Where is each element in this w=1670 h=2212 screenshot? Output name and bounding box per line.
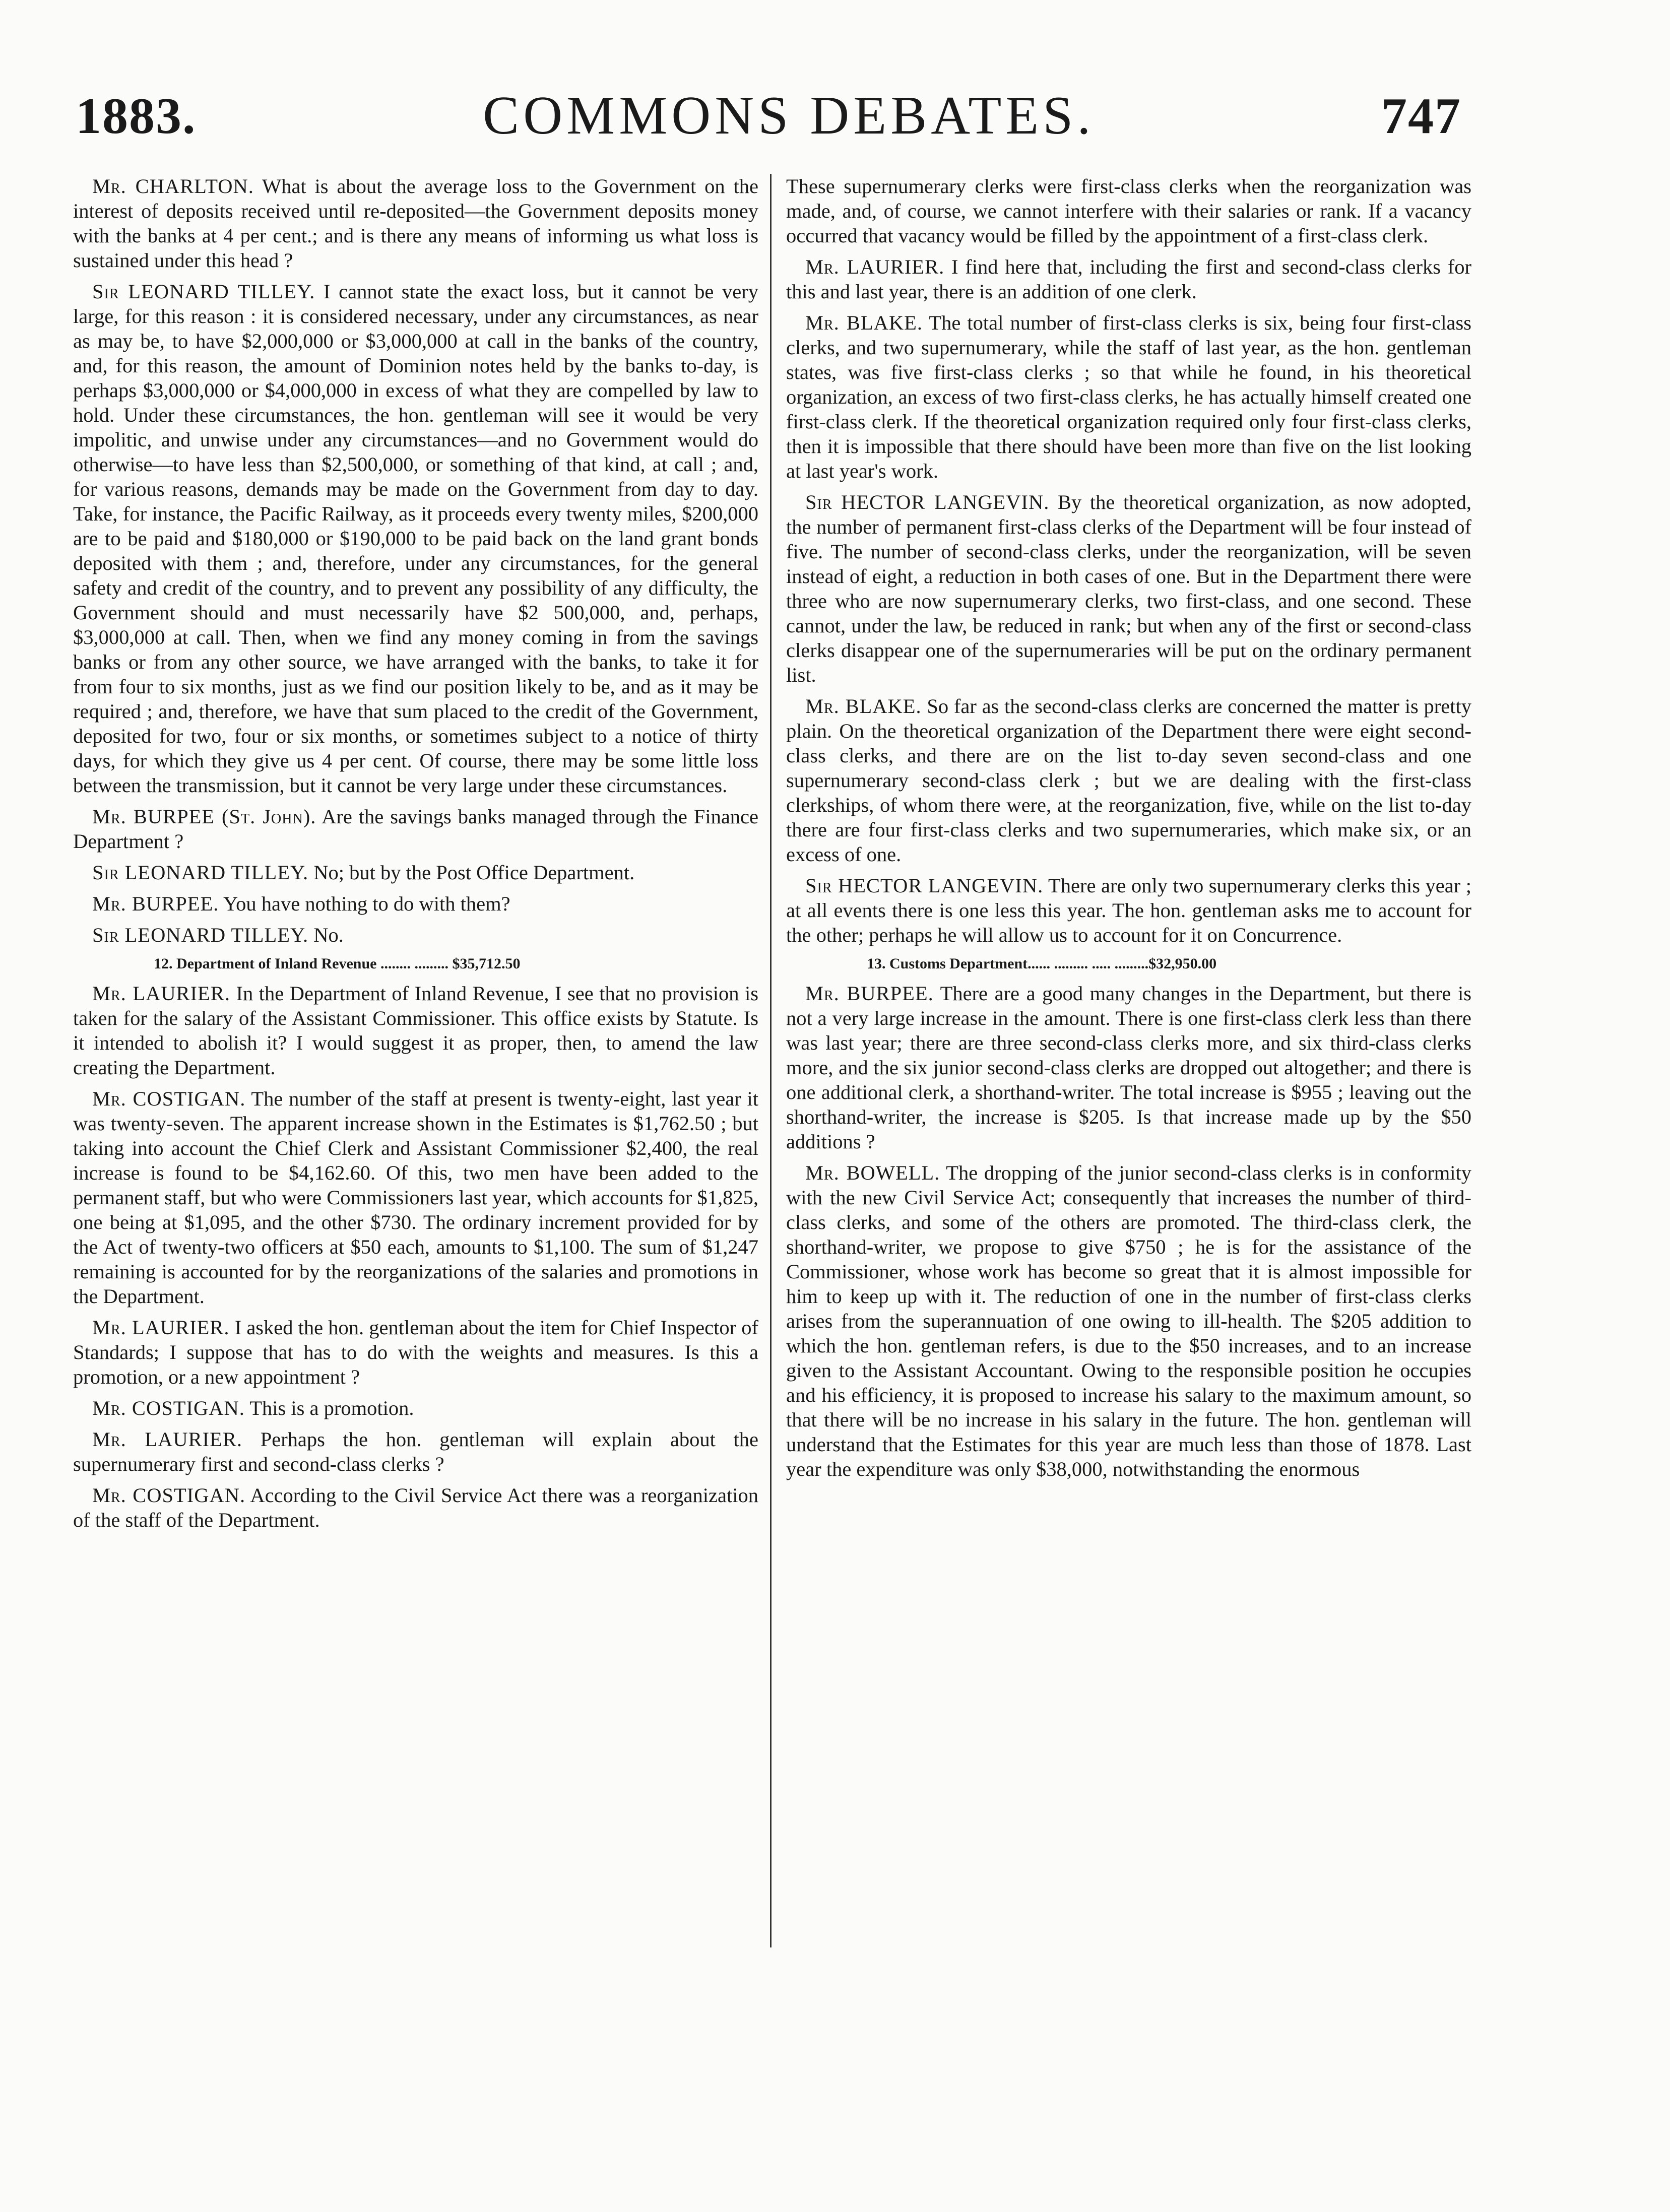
speech-paragraph xyxy=(73,1396,758,1420)
speaker-name: Mr. COSTIGAN. xyxy=(92,1087,246,1110)
speech-paragraph xyxy=(786,254,1471,304)
speech-text: I asked the hon. gentleman about the item for Chief Inspector of Standards; I suppose that has to do with the weights and measures. Is this a promotion, or a new appointment ? xyxy=(73,1316,758,1388)
speech-text: This is a promotion. xyxy=(249,1397,414,1419)
estimate-item: 12. Department of Inland Revenue ........ ......... $35,712.50 xyxy=(154,955,521,972)
speaker-name: Mr. COSTIGAN. xyxy=(92,1397,245,1419)
speech-paragraph xyxy=(73,1427,758,1476)
speech-text: What is about the average loss to the Government on the interest of deposits received until re-deposited—the Government deposits money with the banks at 4 per cent.; and is there any means of informing us what loss is sustained under this head ? xyxy=(73,175,758,272)
speech-text: Perhaps the hon. gentleman will explain about the supernumerary first and second-class clerks ? xyxy=(73,1428,758,1475)
speech-text: There are a good many changes in the Department, but there is not a very large increase in the amount. There is one first-class clerk less than there was last year; there are three second-class clerks more, and six third-class clerks more, and the six junior second-class clerks are dropped out altogether; and there is one additional clerk, a shorthand-writer. The total increase is $955 ; leaving out the shorthand-writer, the increase is $205. Is that increase made up by the $50 additions ? xyxy=(786,982,1471,1153)
speech-text: By the theoretical organization, as now adopted, the number of permanent first-class clerks of the Department will be four instead of five. The number of second-class clerks, under the reorganization, will be seven instead of eight, a reduction in both cases of one. But in the Department there were three who are now supernumerary clerks, two first-class, and one second. These cannot, under the law, be reduced in rank; but when any of the first or second-class clerks disappear one of the supernumeraries will be put on the ordinary permanent list. xyxy=(786,491,1471,686)
speech-paragraph xyxy=(73,1315,758,1389)
speech-text: The total number of first-class clerks is six, being four first-class clerks, and two supernumerary, while the staff of last year, as the hon. gentleman states, was five first-class clerks ; so that while he found, in his theoretical organization, an excess of two first-class clerks, he has actually himself created one first-class clerk. If the theoretical organization required only four first-class clerks, then it is impossible that there should have been more than five on the list looking at last year's work. xyxy=(786,311,1471,482)
speech-paragraph xyxy=(73,923,758,947)
speaker-name: Sir HECTOR LANGEVIN. xyxy=(805,874,1044,897)
speaker-name: Mr. LAURIER. xyxy=(92,1316,230,1339)
estimate-item: 13. Customs Department...... ......... ..... .........$32,950.00 xyxy=(867,955,1217,972)
speech-paragraph xyxy=(73,1086,758,1309)
speaker-name: Sir LEONARD TILLEY. xyxy=(92,280,315,303)
speech-paragraph xyxy=(786,310,1471,483)
speech-paragraph: These supernumerary clerks were first-class clerks when the reorganization was made, and, of course, we cannot interfere with their salaries or rank. If a vacancy occurred that vacancy would be filled by the appointment of a first-class clerk. xyxy=(786,175,1471,247)
speech-text: No. xyxy=(313,924,344,946)
speaker-name: Mr. CHARLTON. xyxy=(92,175,254,198)
speaker-name: Mr. BURPEE (St. John). xyxy=(92,805,316,828)
speaker-name: Sir HECTOR LANGEVIN. xyxy=(805,491,1050,513)
speech-text: In the Department of Inland Revenue, I see that no provision is taken for the salary of the Assistant Commissioner. This office exists by Statute. Is it intended to abolish it? I would suggest it as proper, then, to amend the law creating the Department. xyxy=(73,982,758,1079)
page-header xyxy=(76,81,1461,151)
speech-text: There are only two supernumerary clerks this year ; at all events there is one less this year. The hon. gentleman asks me to account for the other; perhaps he will allow us to account for it on Concurrence. xyxy=(786,874,1471,946)
speech-text: According to the Civil Service Act there was a reorganization of the staff of the Department. xyxy=(73,1484,758,1531)
speaker-name: Mr. BURPEE. xyxy=(92,892,219,915)
speech-paragraph xyxy=(73,174,758,273)
header-title: COMMONS DEBATES. xyxy=(483,86,1095,146)
speech-text: I find here that, including the first and second-class clerks for this and last year, there is an addition of one clerk. xyxy=(786,255,1471,303)
speech-paragraph xyxy=(786,873,1471,947)
speech-text: The number of the staff at present is twenty-eight, last year it was twenty-seven. The apparent increase shown in the Estimates is $1,762.50 ; but taking into account the Chief Clerk and Assistant Commissioner $2,400, the real increase is found to be $4,162.60. Of this, two men have been added to the permanent staff, but who were Commissioners last year, which accounts for $1,825, one being at $1,095, and the other $730. The ordinary increment provided for by the Act of twenty-two officers at $50 each, amounts to $1,100. The sum of $1,247 remaining is accounted for by the reorganizations of the salaries and promotions in the Department. xyxy=(73,1087,758,1308)
speaker-name: Mr. BLAKE. xyxy=(805,695,922,718)
speech-paragraph xyxy=(73,981,758,1080)
speech-paragraph xyxy=(786,981,1471,1154)
speech-paragraph xyxy=(73,804,758,854)
header-page-number: 747 xyxy=(1381,87,1461,145)
speaker-name: Mr. COSTIGAN. xyxy=(92,1484,246,1507)
speaker-name: Mr. BOWELL. xyxy=(805,1161,940,1184)
speech-paragraph xyxy=(786,694,1471,867)
speech-text: The dropping of the junior second-class clerks is in conformity with the new Civil Service Act; consequently that increases the number of third-class clerks, and some of the others are promoted. The third-class clerk, the shorthand-writer, we propose to give $750 ; he is for the assistance of the Commissioner, whose work has become so great that it is almost impossible for him to keep up with it. The reduction of one in the number of first-class clerks arises from the superannuation of one owing to ill-health. The $205 addition to which the hon. gentleman refers, is due to the $50 increases, and to an increase given to the Assistant Accountant. Owing to the responsible position he occupies and his efficiency, it is proposed to increase his salary to the maximum amount, so that there will be no increase in his salary in the future. The hon. gentleman will understand that the Estimates for this year are much less than those of 1878. Last year the expenditure was only $38,000, notwithstanding the enormous xyxy=(786,1161,1471,1480)
speaker-name: Mr. LAURIER. xyxy=(92,982,230,1005)
speech-text: So far as the second-class clerks are concerned the matter is pretty plain. On the theoretical organization of the Department there were eight second-class clerks, and there are on the list to-day seven second-class and one supernumerary second-class clerk ; but we are dealing with the first-class clerkships, of whom there were, at the reorganization, five, while on the list to-day there are four first-class clerks and two supernumeraries, which make six, or an excess of one. xyxy=(786,695,1471,866)
column-divider xyxy=(770,174,772,1947)
speech-text: I cannot state the exact loss, but it cannot be very large, for this reason : it is considered necessary, under any circumstances, as near as may be, to have $2,000,000 or $3,000,000 at call in the banks of the country, and, for this reason, the amount of Dominion notes held by the banks to-day, is perhaps $3,000,000 or $4,000,000 in excess of what they are compelled by law to hold. Under these circumstances, the hon. gentleman will see it would be very impolitic, and unwise under any circumstances—and no Government would do otherwise—to have less than $2,500,000, or something of that kind, at call ; and, for various reasons, demands may be made on the Government from day to day. Take, for instance, the Pacific Railway, as it proceeds every twenty miles, $200,000 are to be paid and $180,000 or $190,000 to be paid back on the land grant bonds deposited with them ; and, therefore, under any circumstances, for the general safety and credit of the country, and to prevent any possibility of any difficulty, the Government should and must necessarily have $2 500,000, and, perhaps, $3,000,000 at call. Then, when we find any money coming in from the savings banks or from any other source, we have arranged with the banks, to take it for from four to six months, just as we find our position likely to be, and as it may be required ; and, therefore, we have that sum placed to the credit of the Government, deposited for two, four or six months, or sometimes subject to a notice of thirty days, for which they give us 4 per cent. Of course, there may be some little loss between the transmission, but it cannot be very large under these circumstances. xyxy=(73,280,758,797)
left-column xyxy=(73,174,758,1947)
speech-paragraph xyxy=(73,891,758,916)
speech-paragraph xyxy=(786,1160,1471,1481)
speech-paragraph xyxy=(73,279,758,798)
speaker-name: Mr. LAURIER. xyxy=(805,255,945,278)
right-column xyxy=(786,174,1471,1947)
speaker-name: Sir LEONARD TILLEY. xyxy=(92,924,309,946)
speaker-name: Sir LEONARD TILLEY. xyxy=(92,861,309,884)
speaker-name: Mr. BURPEE. xyxy=(805,982,934,1005)
speech-paragraph xyxy=(73,860,758,885)
header-year: 1883. xyxy=(76,87,197,145)
speech-paragraph xyxy=(786,490,1471,687)
speech-text: Are the savings banks managed through the Finance Department ? xyxy=(73,805,758,853)
speech-text: You have nothing to do with them? xyxy=(223,892,510,915)
speaker-name: Mr. LAURIER. xyxy=(92,1428,243,1451)
speech-paragraph xyxy=(73,1483,758,1532)
speech-text: No; but by the Post Office Department. xyxy=(313,861,635,884)
speaker-name: Mr. BLAKE. xyxy=(805,311,923,334)
